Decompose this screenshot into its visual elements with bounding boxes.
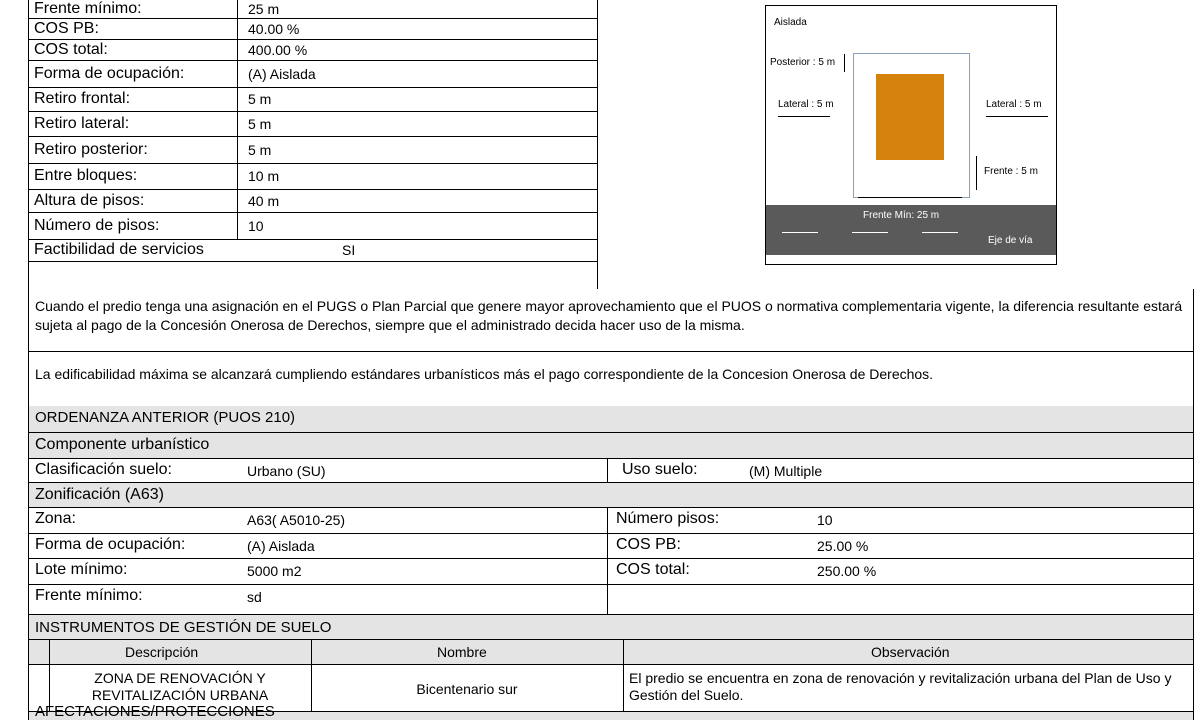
row-value-left: sd bbox=[247, 589, 262, 605]
row-value-right: 10 bbox=[817, 512, 833, 528]
cell-observacion: El predio se encuentra en zona de renovación y revitalización urbana del Plan de Uso y Gestión del Suelo. bbox=[629, 670, 1172, 703]
frente-min-dimension bbox=[858, 197, 962, 198]
column-divider bbox=[237, 61, 238, 88]
column-divider bbox=[237, 213, 238, 240]
row-label-left: Lote mínimo: bbox=[35, 561, 128, 578]
lateral-left-label: Lateral : 5 m bbox=[778, 99, 834, 110]
row-label-right: COS PB: bbox=[616, 536, 681, 553]
parameter-value: 5 m bbox=[248, 115, 272, 132]
zonificacion-row bbox=[28, 585, 1194, 615]
frente-label: Frente : 5 m bbox=[984, 166, 1038, 177]
posterior-label: Posterior : 5 m bbox=[770, 57, 836, 68]
zonificacion-row bbox=[28, 559, 1194, 585]
column-divider bbox=[237, 0, 238, 19]
parameter-value: 25 m bbox=[248, 0, 280, 17]
parameter-label: Factibilidad de servicios bbox=[34, 241, 204, 258]
parameter-row bbox=[28, 213, 598, 240]
header-observacion: Observación bbox=[871, 644, 950, 660]
row-label-left: Frente mínimo: bbox=[35, 587, 143, 604]
componente-header bbox=[28, 433, 1194, 459]
column-divider bbox=[237, 88, 238, 112]
componente-title: Componente urbanístico bbox=[35, 436, 210, 453]
uso-label: Uso suelo: bbox=[622, 461, 698, 478]
column-divider bbox=[607, 559, 608, 585]
parameter-label: COS PB: bbox=[34, 19, 99, 37]
parameter-label: Retiro lateral: bbox=[34, 114, 130, 132]
column-divider bbox=[237, 112, 238, 137]
parameter-row bbox=[28, 112, 598, 137]
cell-descripcion: ZONA DE RENOVACIÓN Y REVITALIZACIÓN URBANA bbox=[91, 670, 269, 703]
column-divider bbox=[237, 137, 238, 164]
row-label-left: Zona: bbox=[35, 510, 76, 527]
road bbox=[766, 205, 1056, 255]
parameter-row bbox=[28, 61, 598, 88]
parameter-row bbox=[28, 164, 598, 190]
column-divider bbox=[311, 640, 312, 664]
lateral-right-label: Lateral : 5 m bbox=[986, 99, 1042, 110]
parameter-value: 10 m bbox=[248, 168, 280, 184]
parameter-label: Entre bloques: bbox=[34, 167, 138, 184]
parameter-label: Número de pisos: bbox=[34, 216, 160, 234]
clasificacion-label: Clasificación suelo: bbox=[35, 461, 172, 478]
parameter-label: Retiro posterior: bbox=[34, 140, 148, 158]
cut-off-heading bbox=[28, 703, 1194, 720]
column-divider bbox=[607, 585, 608, 615]
ordenanza-header bbox=[28, 406, 1194, 433]
building-footprint bbox=[876, 74, 944, 160]
column-divider bbox=[237, 19, 238, 40]
column-divider bbox=[49, 640, 50, 664]
zonificacion-title: Zonificación (A63) bbox=[35, 486, 164, 503]
row-label-left: Forma de ocupación: bbox=[35, 536, 186, 553]
parameter-row bbox=[28, 0, 598, 19]
parameter-row bbox=[28, 137, 598, 164]
parameter-row bbox=[28, 40, 598, 61]
lateral-right-dimension bbox=[986, 116, 1048, 117]
note-paragraph-2: La edificabilidad máxima se alcanzará cumpliendo estándares urbanísticos más el pago correspondiente de la Concesion Onerosa de Derechos. bbox=[35, 366, 934, 382]
uso-value: (M) Multiple bbox=[749, 463, 823, 479]
ordenanza-title: ORDENANZA ANTERIOR (PUOS 210) bbox=[35, 409, 296, 426]
parameter-row bbox=[28, 190, 598, 213]
parameter-label: COS total: bbox=[34, 40, 108, 58]
road-centerline bbox=[852, 232, 888, 233]
row-label-right: COS total: bbox=[616, 561, 690, 578]
parameter-value: 40 m bbox=[248, 192, 280, 209]
column-divider bbox=[607, 459, 608, 482]
row-value-right: 250.00 % bbox=[817, 563, 877, 579]
lateral-left-dimension bbox=[778, 116, 830, 117]
column-divider bbox=[237, 190, 238, 213]
occupancy-diagram bbox=[765, 5, 1057, 265]
frente-min-label: Frente Mín: 25 m bbox=[863, 210, 940, 221]
parameter-value: 40.00 % bbox=[248, 20, 300, 37]
row-value-left: A63( A5010-25) bbox=[247, 512, 346, 528]
road-centerline bbox=[922, 232, 958, 233]
row-value-left: 5000 m2 bbox=[247, 563, 302, 579]
zonificacion-header bbox=[28, 483, 1194, 508]
diagram-title: Aislada bbox=[774, 17, 807, 28]
instrumentos-header bbox=[28, 615, 1194, 640]
column-divider bbox=[607, 534, 608, 559]
note-divider bbox=[29, 351, 1193, 352]
zonificacion-row bbox=[28, 534, 1194, 559]
row-value-left: (A) Aislada bbox=[247, 538, 315, 554]
parameter-label: Altura de pisos: bbox=[34, 191, 145, 209]
instrumentos-column-headers bbox=[28, 640, 1194, 665]
eje-label: Eje de vía bbox=[988, 235, 1033, 246]
header-descripcion: Descripción bbox=[125, 644, 199, 660]
zonificacion-row bbox=[28, 508, 1194, 534]
column-divider bbox=[237, 40, 238, 61]
parameter-value: 5 m bbox=[248, 141, 272, 158]
posterior-dimension bbox=[844, 54, 845, 72]
parameter-value: 400.00 % bbox=[248, 41, 308, 58]
clasificacion-value: Urbano (SU) bbox=[247, 463, 326, 479]
column-divider bbox=[311, 665, 312, 711]
parameter-value: (A) Aislada bbox=[248, 65, 316, 82]
frente-dimension bbox=[976, 156, 977, 190]
column-divider bbox=[623, 640, 624, 664]
parameter-label: Frente mínimo: bbox=[34, 0, 142, 17]
column-divider bbox=[607, 508, 608, 534]
cell-nombre: Bicentenario sur bbox=[416, 681, 518, 697]
row-label-right: Número pisos: bbox=[616, 510, 720, 527]
parameter-label: Retiro frontal: bbox=[34, 90, 131, 107]
instrumentos-title: INSTRUMENTOS DE GESTIÓN DE SUELO bbox=[35, 619, 332, 636]
parameter-row bbox=[28, 240, 598, 262]
parameter-label: Forma de ocupación: bbox=[34, 64, 185, 82]
road-centerline bbox=[782, 232, 818, 233]
column-divider bbox=[623, 665, 624, 711]
row-value-right: 25.00 % bbox=[817, 538, 869, 554]
parameter-row bbox=[28, 19, 598, 40]
clasificacion-row bbox=[28, 459, 1194, 483]
cut-off-heading-text: AFECTACIONES/PROTECCIONES bbox=[35, 703, 275, 720]
parameter-row bbox=[28, 88, 598, 112]
parameter-value: SI bbox=[342, 242, 356, 258]
parameter-value: 10 bbox=[248, 217, 264, 234]
column-divider bbox=[237, 164, 238, 190]
parameter-value: 5 m bbox=[248, 91, 272, 107]
header-nombre: Nombre bbox=[437, 644, 487, 660]
note-paragraph-1: Cuando el predio tenga una asignación en el PUGS o Plan Parcial que genere mayor aprovechamiento que el PUOS o normativa complementaria vigente, la diferencia resultante estará sujeta al pago de la Concesión Onerosa de Derechos, siempre que el administrado decida hacer uso de la misma. bbox=[35, 298, 1183, 333]
